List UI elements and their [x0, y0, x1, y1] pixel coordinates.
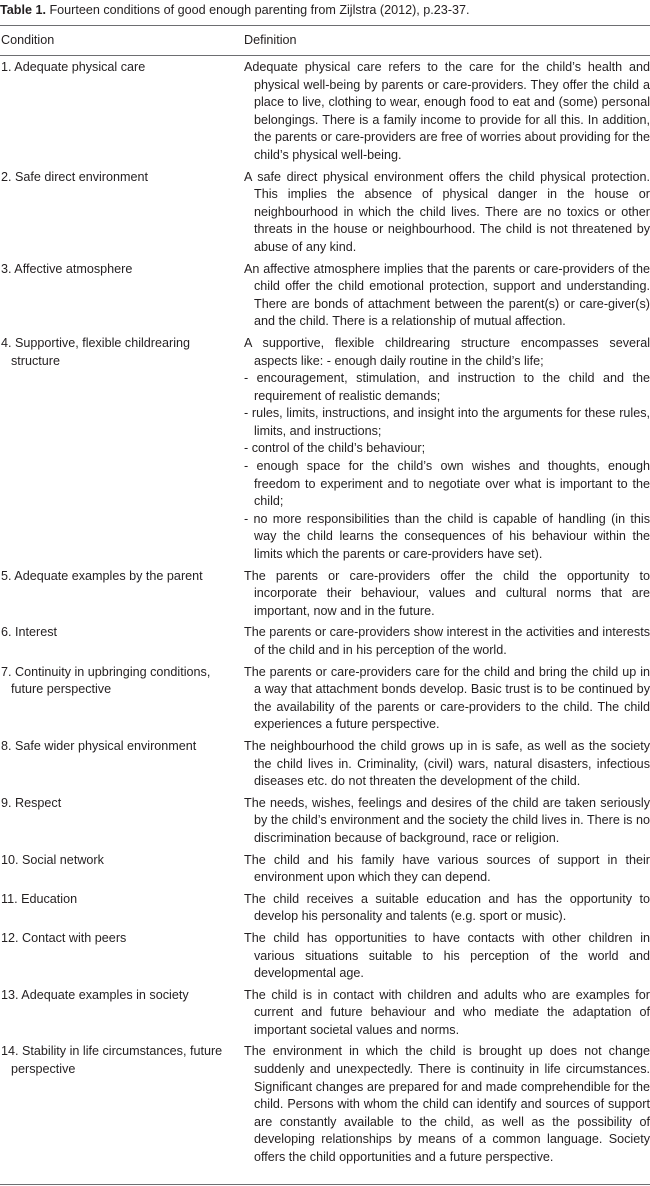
definition-paragraph: An affective atmosphere implies that the parents or care-providers of the child offer the child emotional protection, support and understanding. There are bonds of attachment between the parent(s) or care-giver(s) and the child. There is a relationship of mutual affection.	[244, 261, 650, 329]
definition-cell	[243, 621, 650, 660]
condition-text: 14. Stability in life circumstances, future perspective	[1, 1044, 223, 1077]
condition-cell	[0, 332, 243, 565]
condition-text: 2. Safe direct environment	[1, 169, 149, 184]
condition-text: 1. Adequate physical care	[1, 60, 146, 74]
definition-paragraph: The parents or care-providers show interest in the activities and interests of the child and in his perception of the world.	[244, 625, 650, 657]
table-row	[0, 166, 650, 258]
definition-paragraph: Adequate physical care refers to the care for the child’s health and physical well-being by parents or care-providers. They offer the child a place to live, clothing to wear, enough food to eat and (some) personal belongings. There is a family income to provide for all this. In addition, the parents or care-providers are free of worries about providing for the child’s physical well-being.	[244, 60, 650, 162]
condition-cell	[0, 888, 243, 927]
definition-paragraph: - control of the child’s behaviour;	[244, 441, 426, 456]
condition-text: 6. Interest	[1, 625, 58, 640]
conditions-table	[0, 25, 650, 1173]
definition-paragraph: The child and his family have various sources of support in their environment upon which they can depend.	[244, 852, 650, 885]
condition-cell	[0, 927, 243, 984]
condition-cell	[0, 621, 243, 660]
definition-paragraph: The parents or care-providers offer the child the opportunity to incorporate their behaviour, values and cultural norms that are important, now and in the future.	[244, 568, 650, 618]
definition-paragraph: - encouragement, stimulation, and instruction to the child and the requirement of realistic demands;	[244, 371, 650, 403]
condition-cell	[0, 661, 243, 735]
table-row	[0, 888, 650, 927]
table-row	[0, 1040, 650, 1172]
condition-cell	[0, 258, 243, 332]
table-row	[0, 927, 650, 984]
definition-paragraph: The child has opportunities to have contacts with other children in various situations suitable to his perception of the world and developmental age.	[244, 930, 650, 981]
condition-text: 5. Adequate examples by the parent	[1, 568, 203, 583]
condition-text: 9. Respect	[1, 795, 62, 810]
definition-paragraph: A supportive, flexible childrearing structure encompasses several aspects like: - enough daily routine in the child’s life;	[244, 335, 650, 368]
definition-paragraph: The needs, wishes, feelings and desires of the child are taken seriously by the child’s environment and the society the child lives in. There is no discrimination because of background, race or religion.	[244, 795, 650, 845]
table-caption	[0, 3, 470, 17]
table-bottom-rule	[0, 1184, 650, 1185]
caption-label: Table 1.	[0, 3, 46, 17]
definition-cell	[243, 166, 650, 258]
definition-paragraph: The child is in contact with children and adults who are examples for current and future behaviour and who mediate the adaptation of important societal values and norms.	[244, 987, 650, 1037]
condition-text: 8. Safe wider physical environment	[1, 738, 197, 753]
condition-cell	[0, 984, 243, 1041]
definition-paragraph: The neighbourhood the child grows up in is safe, as well as the society the child lives in. Criminality, (civil) wars, natural disasters, infectious diseases etc. do not threaten the development of the child.	[244, 738, 650, 789]
table-row	[0, 332, 650, 565]
condition-text: 12. Contact with peers	[1, 930, 127, 945]
definition-paragraph: - enough space for the child’s own wishes and thoughts, enough freedom to experiment and to negotiate over what is important to the child;	[244, 459, 650, 509]
condition-cell	[0, 565, 243, 622]
definition-cell	[243, 565, 650, 622]
header-condition: Condition	[0, 26, 243, 56]
condition-cell	[0, 792, 243, 849]
definition-paragraph: - rules, limits, instructions, and insight into the arguments for these rules, limits, and instructions;	[244, 406, 650, 438]
definition-cell	[243, 984, 650, 1041]
condition-cell	[0, 166, 243, 258]
table-row	[0, 984, 650, 1041]
definition-cell	[243, 849, 650, 888]
condition-text: 10. Social network	[1, 852, 104, 867]
definition-paragraph: The parents or care-providers care for the child and bring the child up in a way that attachment bonds develop. Basic trust is to be continued by the availability of the parents or care-providers to the child. The child experiences a future perspective.	[244, 664, 650, 732]
condition-text: 4. Supportive, flexible childrearing structure	[1, 335, 191, 368]
definition-cell	[243, 792, 650, 849]
table-row	[0, 621, 650, 660]
definition-cell	[243, 927, 650, 984]
definition-cell	[243, 888, 650, 927]
condition-text: 7. Continuity in upbringing conditions, future perspective	[1, 664, 211, 697]
table-row	[0, 565, 650, 622]
table-row	[0, 258, 650, 332]
table-row	[0, 661, 650, 735]
definition-cell	[243, 1040, 650, 1172]
condition-text: 13. Adequate examples in society	[1, 987, 189, 1002]
header-row	[0, 26, 650, 56]
condition-cell	[0, 56, 243, 166]
condition-text: 11. Education	[1, 891, 78, 906]
definition-paragraph: The child receives a suitable education and has the opportunity to develop his personality and talents (e.g. sport or music).	[244, 891, 650, 924]
table-row	[0, 792, 650, 849]
definition-cell	[243, 258, 650, 332]
condition-cell	[0, 849, 243, 888]
definition-cell	[243, 661, 650, 735]
definition-paragraph: - no more responsibilities than the child is capable of handling (in this way the child learns the consequences of his behaviour within the limits which the parents or care-providers have set).	[244, 511, 650, 562]
table-row	[0, 56, 650, 166]
definition-cell	[243, 735, 650, 792]
header-definition: Definition	[243, 26, 650, 56]
caption-text: Fourteen conditions of good enough parenting from Zijlstra (2012), p.23-37.	[49, 3, 470, 17]
definition-cell	[243, 56, 650, 166]
definition-cell	[243, 332, 650, 565]
condition-cell	[0, 1040, 243, 1172]
condition-cell	[0, 735, 243, 792]
condition-text: 3. Affective atmosphere	[1, 261, 133, 276]
definition-paragraph: A safe direct physical environment offers the child physical protection. This implies the absence of physical danger in the house or neighbourhood in which the child lives. There are no toxics or other threats in the house or neighbourhood. The child is not threatened by abuse of any kind.	[244, 169, 650, 254]
table-row	[0, 735, 650, 792]
definition-paragraph: The environment in which the child is brought up does not change suddenly and unexpectedly. There is continuity in life circumstances. Significant changes are prepared for and made comprehendible for the child. Persons with whom the child can identify and sources of support are constantly available to the child, as well as the possibility of developing relationships by means of a common language. Society offers the child opportunities and a future perspective.	[244, 1044, 650, 1165]
table-row	[0, 849, 650, 888]
